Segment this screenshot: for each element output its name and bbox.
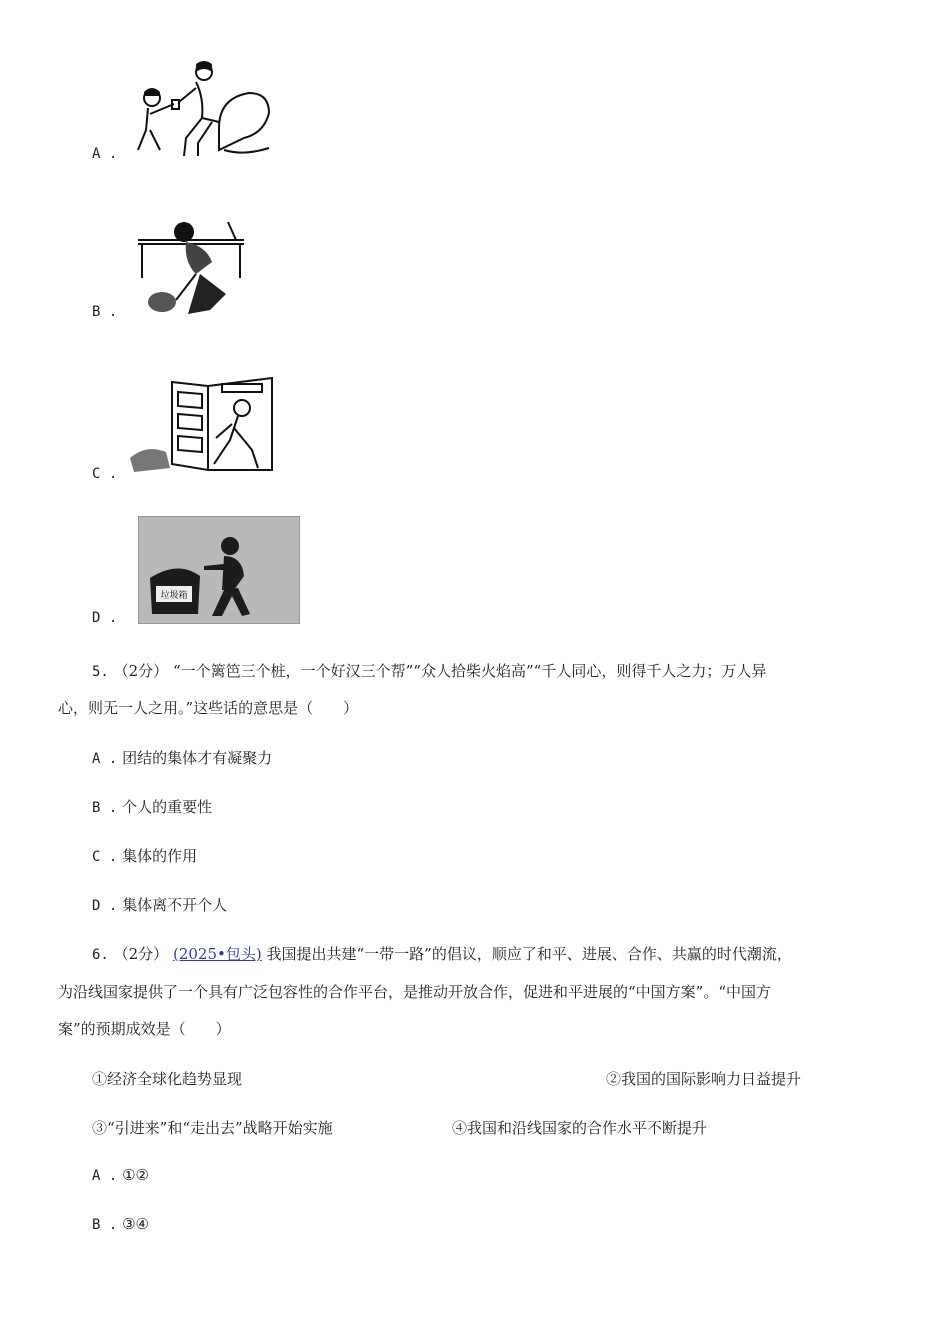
q6-option-b-label: B . [92, 1217, 118, 1233]
q5-option-c-label: C . [92, 849, 118, 865]
q5-option-d [92, 894, 227, 915]
q6-statement-2: ②我国的国际影响力日益提升 [606, 1070, 802, 1088]
q6-option-b [92, 1215, 149, 1233]
q6-score: （2分） [113, 945, 169, 963]
q5-stem-text-1: “一个篱笆三个桩，一个好汉三个帮”“众人拾柴火焰高”“千人同心，则得千人之力；万人异 [172, 662, 767, 680]
q5-option-a [92, 747, 272, 768]
q5-option-d-text: 集体离不开个人 [122, 896, 228, 914]
q6-stem-line-3: 案”的预期成效是（ ） [58, 1020, 231, 1038]
q5-option-a-text: 团结的集体才有凝聚力 [122, 749, 273, 767]
q5-option-b-text: 个人的重要性 [122, 798, 213, 816]
q5-number: 5. [92, 664, 109, 680]
q6-stem-text-1: 我国提出共建“一带一路”的倡议，顺应了和平、进展、合作、共赢的时代潮流， [266, 945, 792, 963]
q5-option-c [92, 845, 197, 866]
option-a-label: A . [92, 146, 118, 162]
q6-source-link[interactable]: (2025•包头) [172, 945, 262, 963]
q6-option-a-text: ①② [122, 1166, 149, 1184]
option-a-picture [124, 58, 274, 160]
option-b-picture [136, 214, 252, 318]
option-d-picture [138, 516, 300, 624]
trash-bin-label: 垃圾箱 [160, 591, 188, 601]
option-c-picture [126, 372, 276, 478]
option-d-label: D . [92, 610, 118, 626]
q5-stem-line-1 [92, 660, 766, 681]
q6-option-a [92, 1166, 149, 1184]
q6-stem-line-1 [92, 943, 792, 964]
q5-stem-line-2: 心，则无一人之用。”这些话的意思是（ ） [58, 699, 359, 717]
q6-stem-line-2: 为沿线国家提供了一个具有广泛包容性的合作平台，是推动开放合作，促进和平进展的“中国方案”。“中国方 [58, 983, 772, 1001]
q6-option-a-label: A . [92, 1168, 118, 1184]
q5-option-b [92, 796, 212, 817]
option-c-label: C . [92, 466, 118, 482]
q5-option-b-label: B . [92, 800, 118, 816]
option-b-label: B . [92, 304, 118, 320]
q6-option-b-text: ③④ [122, 1215, 149, 1233]
q5-option-c-text: 集体的作用 [122, 847, 198, 865]
q6-statement-4: ④我国和沿线国家的合作水平不断提升 [452, 1119, 708, 1137]
q5-option-d-label: D . [92, 898, 118, 914]
q5-score: （2分） [113, 662, 169, 680]
q6-statement-3: ③“引进来”和“走出去”战略开始实施 [92, 1119, 333, 1137]
q5-option-a-label: A . [92, 751, 118, 767]
q6-statement-1: ①经济全球化趋势显现 [92, 1070, 243, 1088]
q6-number: 6. [92, 947, 109, 963]
